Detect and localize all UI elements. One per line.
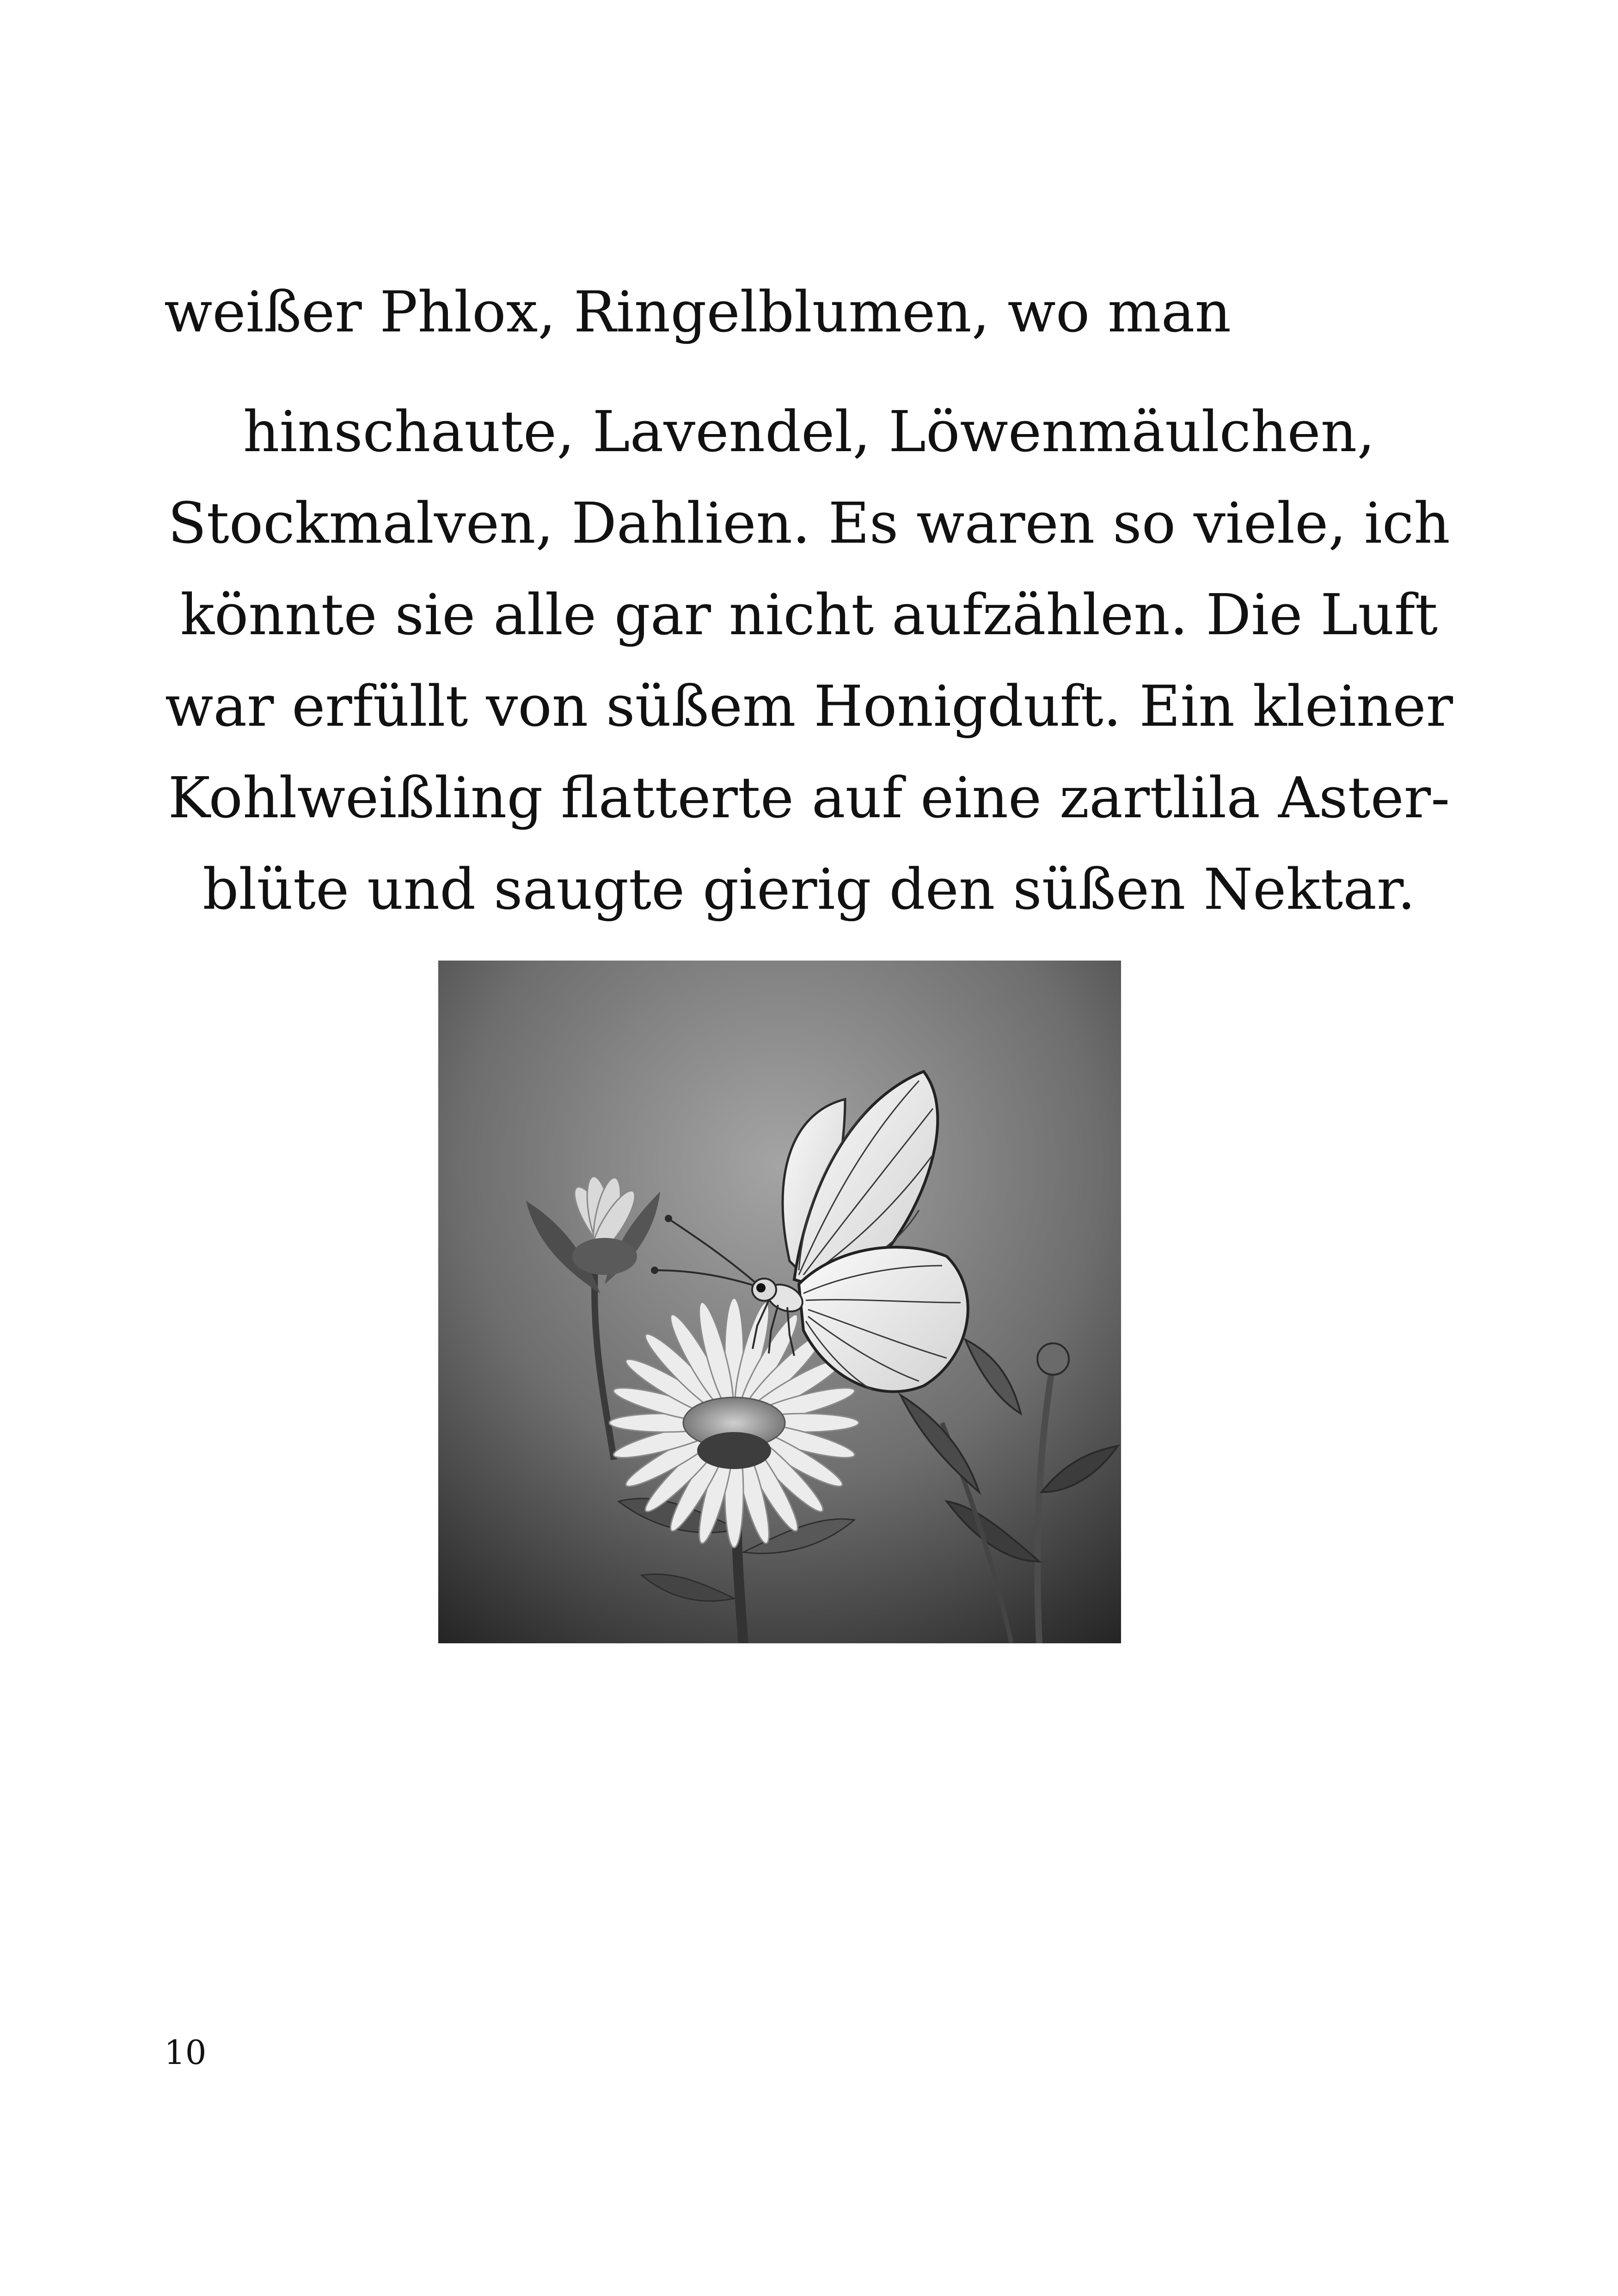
paragraph-line: Stockmalven, Dahlien. Es waren so viele, ich bbox=[168, 490, 1450, 556]
paragraph-line: hinschaute, Lavendel, Löwenmäulchen, bbox=[243, 399, 1375, 465]
paragraph-line: war erfüllt von süßem Honigduft. Ein kleiner bbox=[165, 673, 1453, 739]
butterfly-on-aster-illustration bbox=[438, 961, 1121, 1643]
illustration-svg bbox=[438, 961, 1121, 1643]
paragraph-line: könnte sie alle gar nicht aufzählen. Die Luft bbox=[180, 582, 1438, 648]
paragraph-line: blüte und saugte gierig den süßen Nektar. bbox=[202, 857, 1416, 922]
first-text-line: weißer Phlox, Ringelblumen, wo man bbox=[164, 279, 1232, 345]
story-paragraph bbox=[139, 386, 1479, 935]
page-number: 10 bbox=[164, 2033, 207, 2072]
paragraph-line: Kohlweißling flatterte auf eine zartlila Aster- bbox=[168, 765, 1450, 831]
